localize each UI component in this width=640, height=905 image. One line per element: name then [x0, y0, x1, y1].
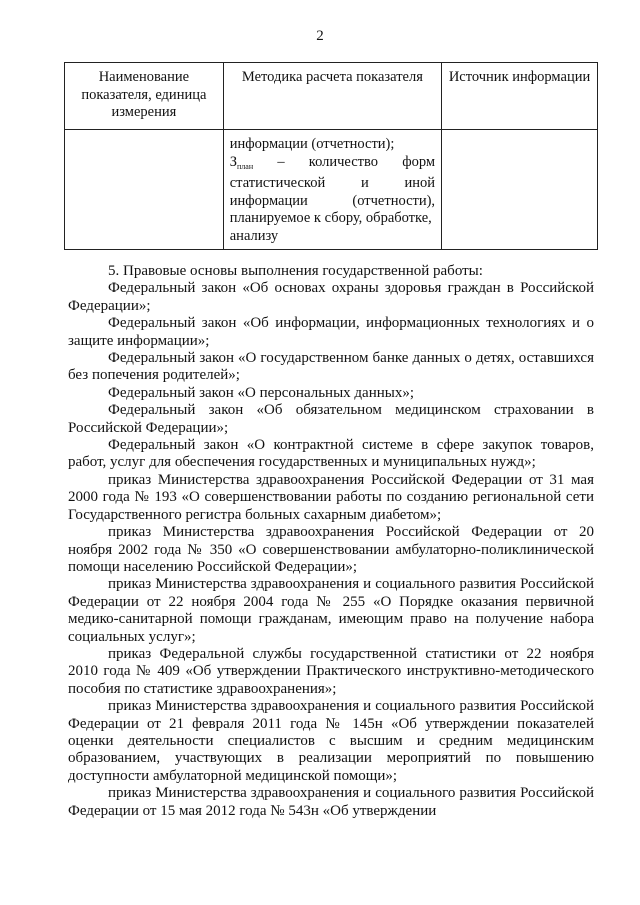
- header-information-source: Источник информации: [442, 63, 598, 130]
- cell-information-source: [442, 130, 598, 250]
- legal-basis-item: приказ Министерства здравоохранения и социального развития Российской Федерации от 21 февраля 2011 года № 145н «Об утверждении показателей оценки деятельности специалистов с высшим и средним медицинским образованием, участвующих в реализации мероприятий по повышению доступности амбулаторной медицинской помощи»;: [68, 698, 594, 784]
- method-line: – количество форм: [277, 153, 436, 170]
- legal-basis-item: приказ Федеральной службы государственной статистики от 22 ноября 2010 года № 409 «Об утверждении Практического инструктивно-методического пособия по статистике здравоохранения»;: [68, 645, 594, 697]
- method-line: статистической и иной: [229, 175, 436, 191]
- method-line: информации (отчетности);: [229, 136, 395, 152]
- legal-basis-item: Федеральный закон «О контрактной системе в сфере закупок товаров, работ, услуг для обеспечения государственных и муниципальных нужд»;: [68, 437, 594, 471]
- method-line-formula: [230, 154, 435, 176]
- legal-basis-item: приказ Министерства здравоохранения и социального развития Российской Федерации от 15 мая 2012 года № 543н «Об утверждении: [68, 785, 594, 819]
- legal-basis-item: Федеральный закон «Об обязательном медицинском страховании в Российской Федерации»;: [68, 402, 594, 436]
- table-header-row: [65, 63, 598, 130]
- legal-basis-section: [68, 263, 594, 820]
- method-line: анализу: [229, 227, 279, 244]
- indicators-table: [64, 62, 598, 250]
- method-line: планируемое к сбору, обработке,: [229, 210, 432, 226]
- legal-basis-item: приказ Министерства здравоохранения Российской Федерации от 20 ноября 2002 года № 350 «О совершенствовании амбулаторно-поликлинической помощи населению Российской Федерации»;: [68, 524, 594, 575]
- header-indicator-name: Наименование показателя, единица измерения: [65, 63, 224, 130]
- table-row: [65, 130, 598, 250]
- cell-calculation-method: [223, 130, 441, 250]
- legal-basis-item: приказ Министерства здравоохранения и социального развития Российской Федерации от 22 ноября 2004 года № 255 «О Порядке оказания первичной медико-санитарной помощи гражданам, имеющим право на получение набора социальных услуг»;: [68, 576, 594, 645]
- legal-basis-item: Федеральный закон «О персональных данных»;: [108, 384, 414, 401]
- legal-basis-item: приказ Министерства здравоохранения Российской Федерации от 31 мая 2000 года № 193 «О совершенствовании работы по созданию региональной сети Государственного регистра больных сахарным диабетом»;: [68, 471, 594, 523]
- formula-symbol-subscript: план: [237, 161, 254, 171]
- formula-symbol: З: [229, 153, 238, 170]
- method-line: информации (отчетности),: [229, 192, 436, 209]
- section-heading: 5. Правовые основы выполнения государственной работы:: [108, 263, 483, 279]
- header-calculation-method: Методика расчета показателя: [223, 63, 441, 130]
- cell-indicator-name: [65, 130, 224, 250]
- legal-basis-item: Федеральный закон «О государственном банке данных о детях, оставшихся без попечения родителей»;: [68, 350, 594, 384]
- legal-basis-item: Федеральный закон «Об основах охраны здоровья граждан в Российской Федерации»;: [68, 280, 594, 314]
- page-number: 2: [316, 28, 324, 44]
- legal-basis-item: Федеральный закон «Об информации, информационных технологиях и о защите информации»;: [68, 315, 594, 349]
